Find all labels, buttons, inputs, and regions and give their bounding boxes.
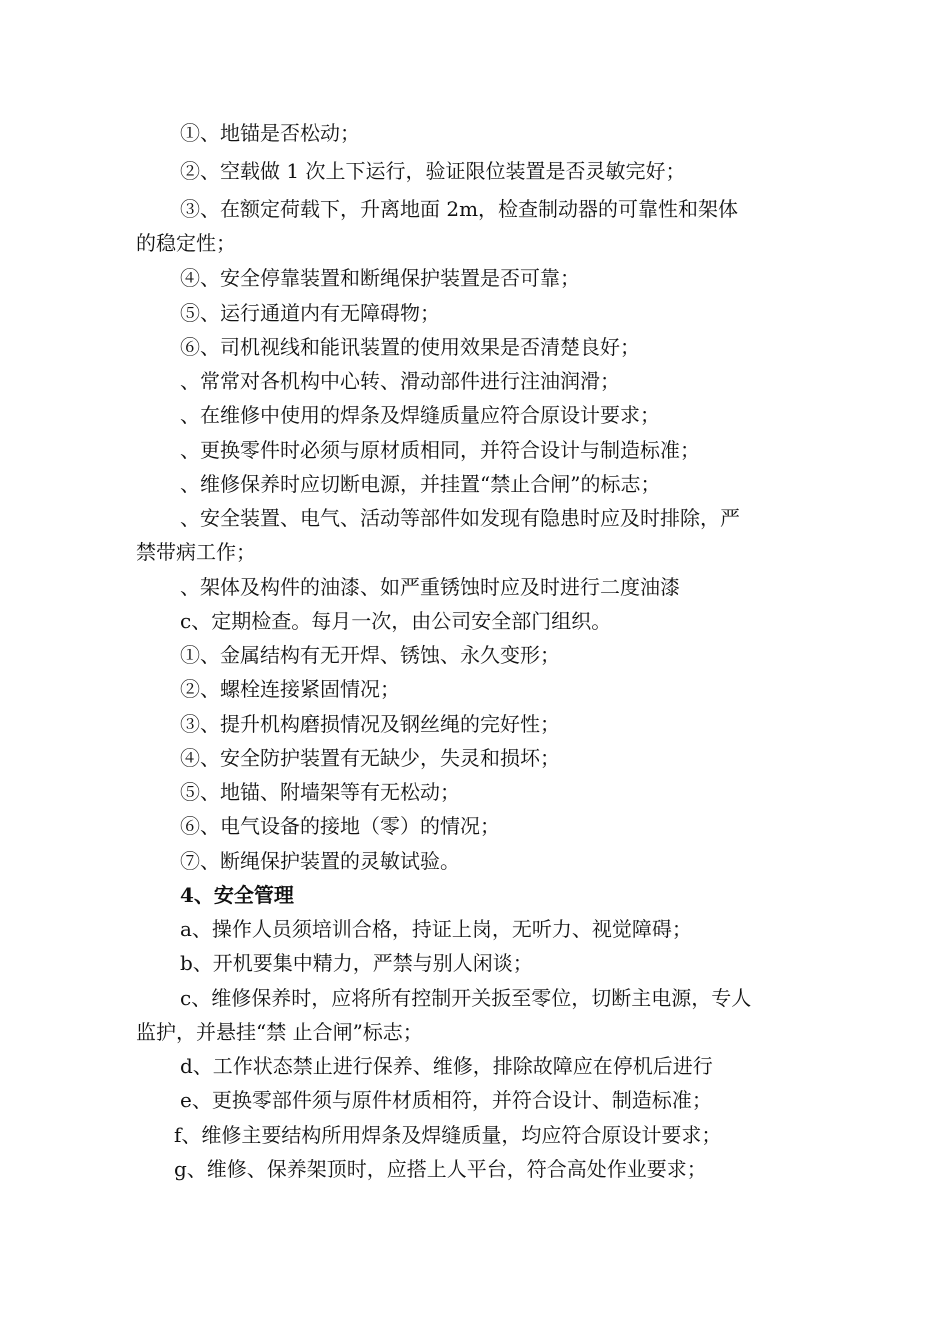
text-line: ②、螺栓连接紧固情况； [180, 677, 400, 701]
text-line: ④、安全防护装置有无缺少，失灵和损坏； [180, 746, 560, 770]
text-line: ②、空载做 1 次上下运行，验证限位装置是否灵敏完好； [180, 159, 686, 183]
text-line: d、工作状态禁止进行保养、维修，排除故障应在停机后进行 [180, 1054, 713, 1078]
text-line: 、架体及构件的油漆、如严重锈蚀时应及时进行二度油漆 [180, 575, 680, 599]
text-line: 监护，并悬挂“禁 止合闸”标志； [136, 1020, 423, 1044]
text-line: 、常常对各机构中心转、滑动部件进行注油润滑； [180, 369, 620, 393]
text-line: ③、在额定荷载下，升离地面 2m，检查制动器的可靠性和架体 [180, 197, 739, 221]
text-line: ⑦、断绳保护装置的灵敏试验。 [180, 849, 460, 873]
text-line: ⑤、运行通道内有无障碍物； [180, 301, 440, 325]
text-line: 、更换零件时必须与原材质相同，并符合设计与制造标准； [180, 438, 700, 462]
text-line: ⑤、地锚、附墙架等有无松动； [180, 780, 460, 804]
text-line: a、操作人员须培训合格，持证上岗，无听力、视觉障碍； [180, 917, 692, 941]
text-line: ⑥、司机视线和能讯装置的使用效果是否清楚良好； [180, 335, 640, 359]
text-line: c、定期检查。每月一次，由公司安全部门组织。 [180, 609, 612, 633]
text-line: 禁带病工作； [136, 540, 256, 564]
text-line: ①、金属结构有无开焊、锈蚀、永久变形； [180, 643, 560, 667]
text-line: ③、提升机构磨损情况及钢丝绳的完好性； [180, 712, 560, 736]
text-line: 、安全装置、电气、活动等部件如发现有隐患时应及时排除，严 [180, 506, 740, 530]
text-line: 、在维修中使用的焊条及焊缝质量应符合原设计要求； [180, 403, 660, 427]
text-line: f、维修主要结构所用焊条及焊缝质量，均应符合原设计要求； [174, 1123, 722, 1147]
section-heading: 4、安全管理 [180, 883, 294, 907]
text-line: ⑥、电气设备的接地（零）的情况； [180, 814, 500, 838]
text-line: g、维修、保养架顶时，应搭上人平台，符合高处作业要求； [174, 1157, 707, 1181]
text-line: b、开机要集中精力，严禁与别人闲谈； [180, 951, 533, 975]
text-line: 的稳定性； [136, 231, 236, 255]
text-line: ①、地锚是否松动； [180, 121, 360, 145]
text-line: c、维修保养时，应将所有控制开关扳至零位，切断主电源，专人 [180, 986, 752, 1010]
text-line: ④、安全停靠装置和断绳保护装置是否可靠； [180, 266, 580, 290]
text-line: e、更换零部件须与原件材质相符，并符合设计、制造标准； [180, 1088, 712, 1112]
text-line: 、维修保养时应切断电源，并挂置“禁止合闸”的标志； [180, 472, 661, 496]
